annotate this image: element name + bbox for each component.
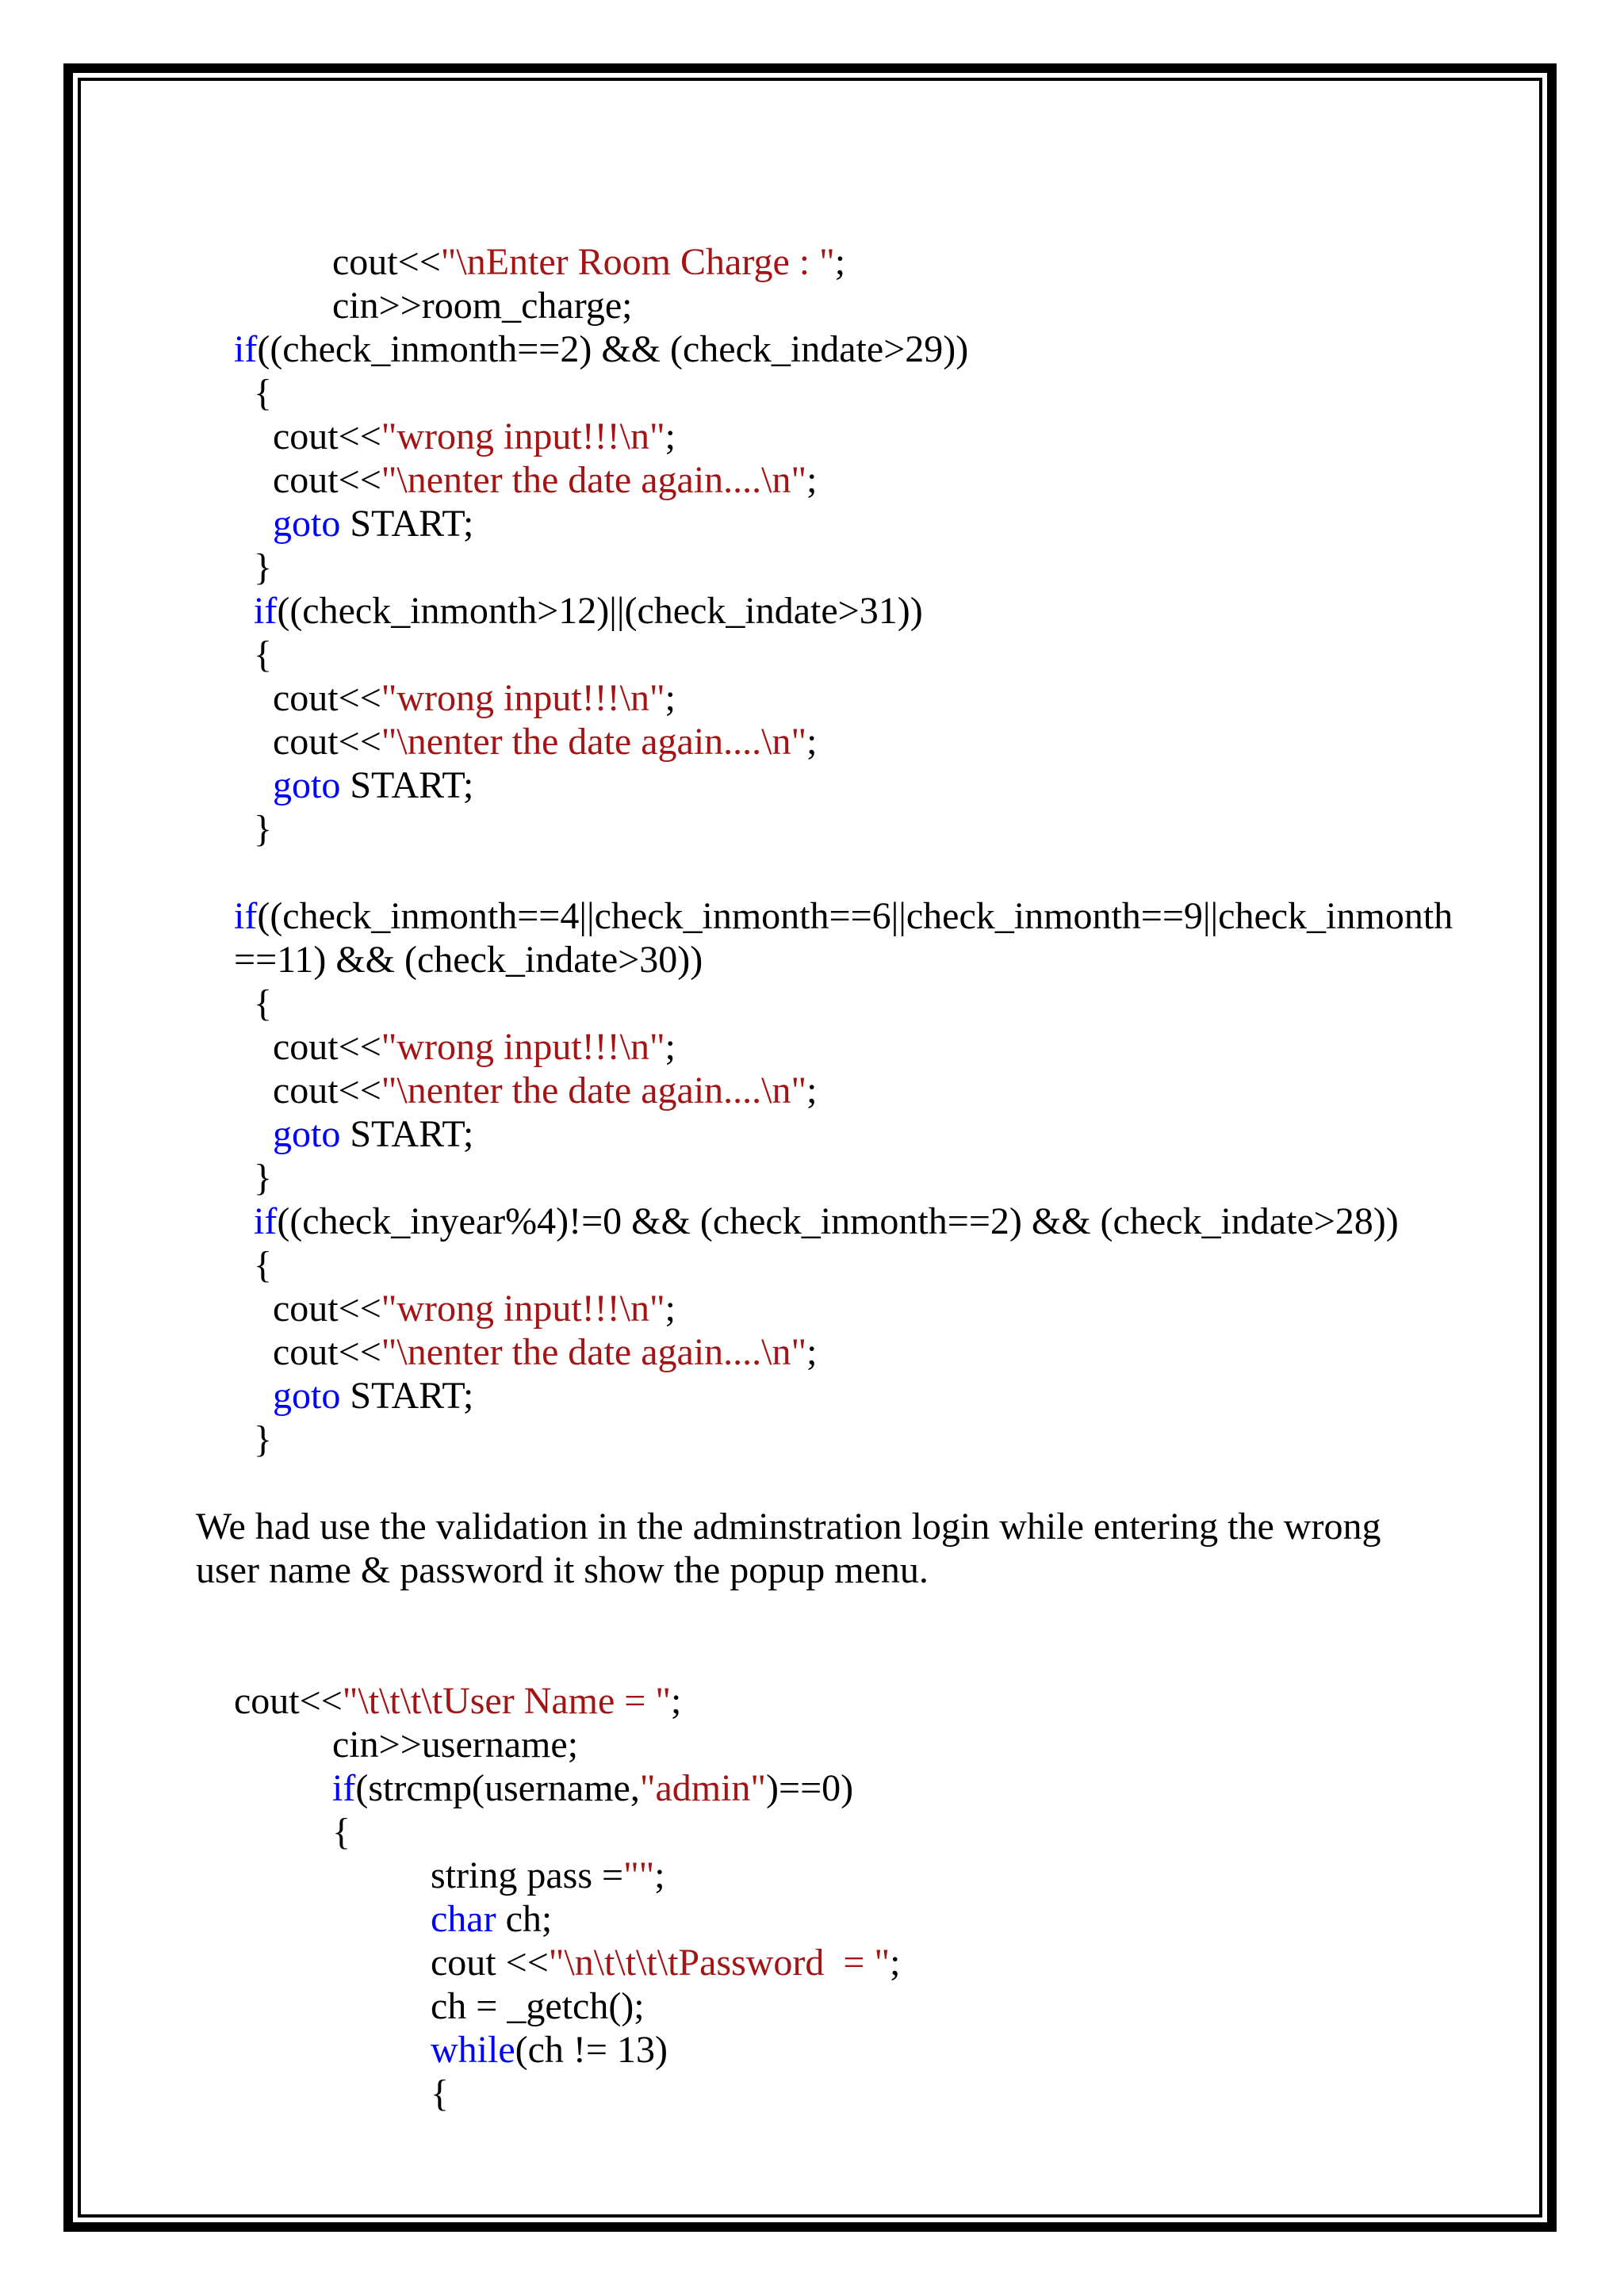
- code-line: char ch;: [431, 1898, 553, 1940]
- code-line: }: [254, 1157, 273, 1199]
- code-line: cout<<"wrong input!!!\n";: [273, 1026, 676, 1068]
- code-line: if((check_inmonth==4||check_inmonth==6||check_inmonth==9||check_inmonth: [234, 895, 1454, 937]
- code-line: goto START;: [273, 1375, 474, 1417]
- code-line: string pass ="";: [431, 1854, 665, 1896]
- code-line: goto START;: [273, 764, 474, 806]
- code-line: cout <<"\n\t\t\t\tPassword = ";: [431, 1942, 901, 1984]
- code-line: while(ch != 13): [431, 2029, 668, 2071]
- code-line: cin>>username;: [332, 1724, 579, 1766]
- code-line: cout<<"\nenter the date again....\n";: [273, 1070, 818, 1112]
- code-line: {: [431, 2072, 450, 2114]
- code-line: if(strcmp(username,"admin")==0): [332, 1767, 854, 1809]
- code-line: cout<<"wrong input!!!\n";: [273, 1288, 676, 1330]
- code-line: cout<<"\nenter the date again....\n";: [273, 721, 818, 763]
- code-line: ch = _getch();: [431, 1985, 645, 2027]
- code-line: cout<<"\nEnter Room Charge : ";: [332, 241, 846, 283]
- code-line: }: [254, 546, 273, 588]
- code-line: cout<<"\nenter the date again....\n";: [273, 459, 818, 501]
- code-line: cout<<"\t\t\t\tUser Name = ";: [234, 1680, 682, 1722]
- body-paragraph-line: user name & password it show the popup menu.: [196, 1549, 929, 1591]
- code-line: }: [254, 1418, 273, 1460]
- code-line: {: [332, 1811, 351, 1853]
- code-line: if((check_inmonth==2) && (check_indate>29)): [234, 328, 969, 370]
- code-line: ==11) && (check_indate>30)): [234, 939, 703, 981]
- body-paragraph-line: We had use the validation in the adminstration login while entering the wrong: [196, 1506, 1381, 1548]
- code-line: goto START;: [273, 1113, 474, 1155]
- code-line: cout<<"wrong input!!!\n";: [273, 415, 676, 457]
- code-line: {: [254, 633, 273, 675]
- code-line: {: [254, 982, 273, 1024]
- code-line: {: [254, 372, 273, 414]
- code-line: cout<<"wrong input!!!\n";: [273, 677, 676, 719]
- code-line: goto START;: [273, 503, 474, 545]
- code-line: if((check_inmonth>12)||(check_indate>31)): [254, 590, 923, 632]
- code-line: }: [254, 808, 273, 850]
- code-line: cout<<"\nenter the date again....\n";: [273, 1331, 818, 1373]
- code-line: {: [254, 1244, 273, 1286]
- code-line: if((check_inyear%4)!=0 && (check_inmonth==2) && (check_indate>28)): [254, 1200, 1399, 1242]
- code-line: cin>>room_charge;: [332, 285, 633, 327]
